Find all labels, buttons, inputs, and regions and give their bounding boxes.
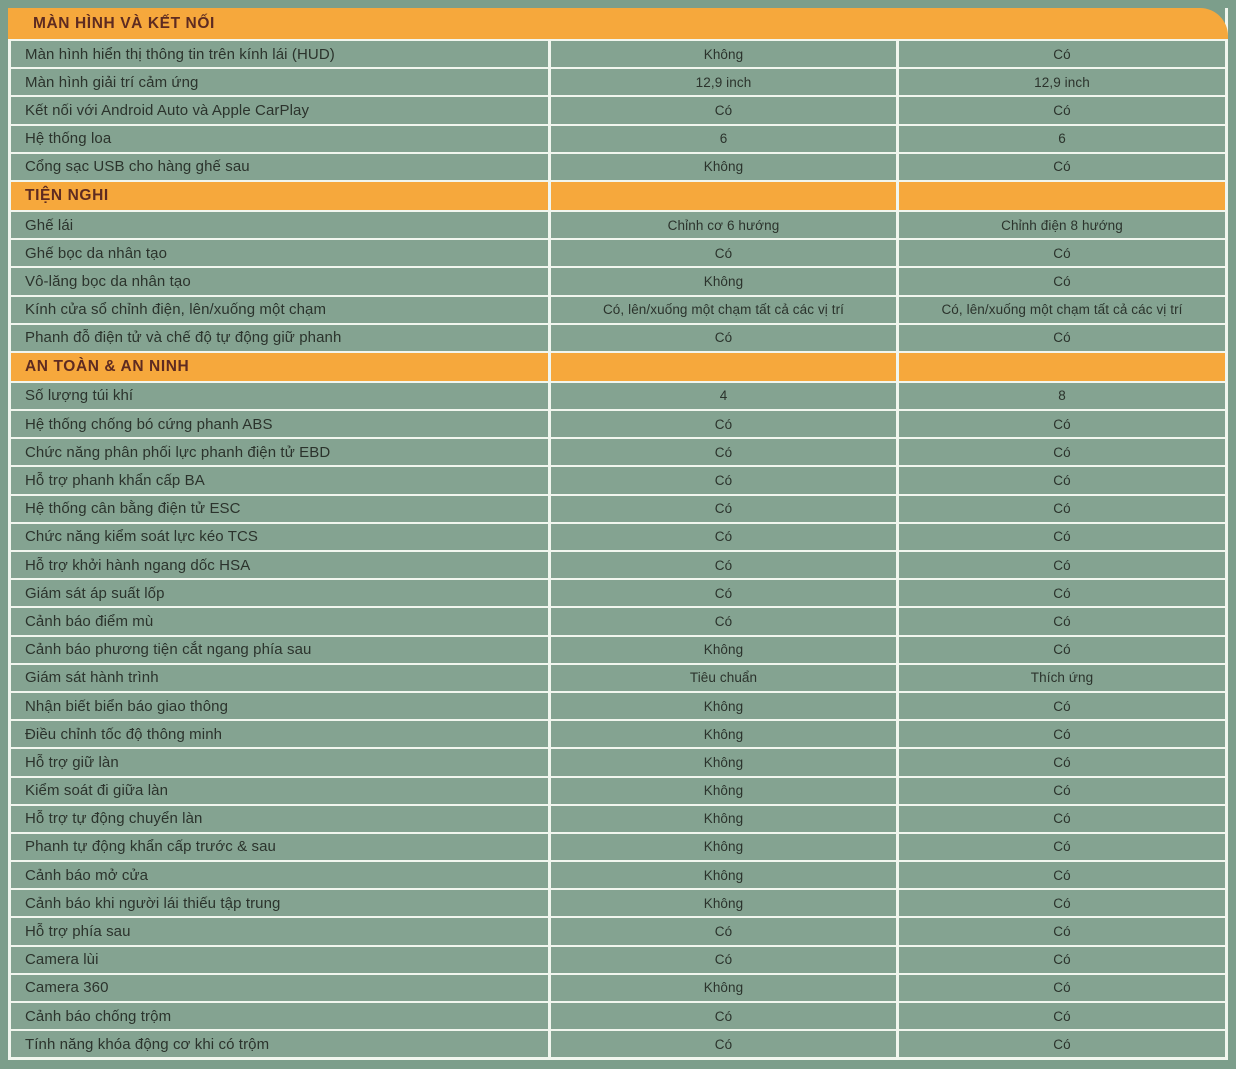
variant-2-value: Thích ứng xyxy=(899,665,1225,691)
variant-2-value: 8 xyxy=(899,383,1225,409)
variant-1-value: Có xyxy=(551,1003,896,1029)
section-spacer-cell xyxy=(899,353,1225,381)
feature-label: Giám sát áp suất lốp xyxy=(11,580,548,606)
variant-1-value: Có xyxy=(551,947,896,973)
variant-2-value: Có xyxy=(899,862,1225,888)
variant-1-value: Không xyxy=(551,637,896,663)
variant-2-value: Có xyxy=(899,975,1225,1001)
feature-label: Ghế bọc da nhân tạo xyxy=(11,240,548,266)
feature-label: Kết nối với Android Auto và Apple CarPlay xyxy=(11,97,548,123)
feature-label: Camera 360 xyxy=(11,975,548,1001)
variant-1-value: Không xyxy=(551,975,896,1001)
feature-row xyxy=(11,124,1225,152)
feature-label: Cảnh báo mở cửa xyxy=(11,862,548,888)
variant-1-value: Có xyxy=(551,439,896,465)
variant-2-value: Có xyxy=(899,918,1225,944)
feature-label: Hệ thống loa xyxy=(11,126,548,152)
feature-row xyxy=(11,550,1225,578)
variant-2-value: Có xyxy=(899,467,1225,493)
feature-row xyxy=(11,266,1225,294)
feature-row xyxy=(11,295,1225,323)
variant-2-value: Có xyxy=(899,439,1225,465)
feature-label: Phanh tự động khẩn cấp trước & sau xyxy=(11,834,548,860)
section-title-cell xyxy=(11,182,548,210)
feature-label: Cảnh báo điểm mù xyxy=(11,608,548,634)
feature-row xyxy=(11,635,1225,663)
feature-label: Tính năng khóa động cơ khi có trộm xyxy=(11,1031,548,1057)
feature-label: Kính cửa sổ chỉnh điện, lên/xuống một chạm xyxy=(11,297,548,323)
feature-row xyxy=(11,916,1225,944)
feature-label: Nhận biết biển báo giao thông xyxy=(11,693,548,719)
feature-row xyxy=(11,210,1225,238)
variant-1-value: Không xyxy=(551,834,896,860)
variant-2-value: Có xyxy=(899,834,1225,860)
feature-row xyxy=(11,238,1225,266)
section-header-row xyxy=(11,180,1225,210)
variant-2-value: Có xyxy=(899,806,1225,832)
variant-2-value: Có, lên/xuống một chạm tất cả các vị trí xyxy=(899,297,1225,323)
feature-row xyxy=(11,494,1225,522)
feature-label: Cảnh báo phương tiện cắt ngang phía sau xyxy=(11,637,548,663)
variant-2-value: Có xyxy=(899,778,1225,804)
feature-label: Hỗ trợ giữ làn xyxy=(11,749,548,775)
variant-2-value: Có xyxy=(899,325,1225,351)
variant-1-value: Có xyxy=(551,1031,896,1057)
feature-label: Cảnh báo khi người lái thiếu tập trung xyxy=(11,890,548,916)
feature-row xyxy=(11,39,1225,67)
feature-row xyxy=(11,409,1225,437)
feature-row xyxy=(11,663,1225,691)
feature-label: Hệ thống cân bằng điện tử ESC xyxy=(11,496,548,522)
feature-row xyxy=(11,945,1225,973)
variant-1-value: 4 xyxy=(551,383,896,409)
variant-1-value: Không xyxy=(551,721,896,747)
feature-row xyxy=(11,832,1225,860)
feature-label: Chức năng phân phối lực phanh điện tử EBD xyxy=(11,439,548,465)
feature-label: Ghế lái xyxy=(11,212,548,238)
feature-row xyxy=(11,888,1225,916)
feature-row xyxy=(11,578,1225,606)
variant-2-value: Có xyxy=(899,268,1225,294)
feature-row xyxy=(11,804,1225,832)
feature-label: Giám sát hành trình xyxy=(11,665,548,691)
variant-2-value: Chỉnh điện 8 hướng xyxy=(899,212,1225,238)
variant-1-value: 6 xyxy=(551,126,896,152)
feature-row xyxy=(11,465,1225,493)
section-spacer-cell xyxy=(899,182,1225,210)
variant-1-value: Có xyxy=(551,580,896,606)
variant-2-value: Có xyxy=(899,97,1225,123)
feature-row xyxy=(11,522,1225,550)
variant-2-value: Có xyxy=(899,1003,1225,1029)
variant-2-value: Có xyxy=(899,693,1225,719)
variant-1-value: Không xyxy=(551,693,896,719)
variant-2-value: 6 xyxy=(899,126,1225,152)
variant-2-value: Có xyxy=(899,552,1225,578)
feature-label: Cổng sạc USB cho hàng ghế sau xyxy=(11,154,548,180)
variant-1-value: Không xyxy=(551,778,896,804)
feature-label: Màn hình hiển thị thông tin trên kính lái (HUD) xyxy=(11,41,548,67)
variant-1-value: Không xyxy=(551,749,896,775)
variant-1-value: Có xyxy=(551,524,896,550)
variant-1-value: Không xyxy=(551,862,896,888)
feature-label: Số lượng túi khí xyxy=(11,383,548,409)
variant-1-value: Không xyxy=(551,154,896,180)
feature-row xyxy=(11,152,1225,180)
variant-1-value: Có xyxy=(551,240,896,266)
feature-label: Hỗ trợ phanh khẩn cấp BA xyxy=(11,467,548,493)
variant-2-value: 12,9 inch xyxy=(899,69,1225,95)
variant-1-value: Có xyxy=(551,552,896,578)
feature-label: Hỗ trợ tự động chuyển làn xyxy=(11,806,548,832)
feature-label: Cảnh báo chống trộm xyxy=(11,1003,548,1029)
section-title-cell xyxy=(11,353,548,381)
variant-1-value: Có xyxy=(551,918,896,944)
section-spacer-cell xyxy=(551,353,896,381)
variant-2-value: Có xyxy=(899,749,1225,775)
feature-label: Hỗ trợ khởi hành ngang dốc HSA xyxy=(11,552,548,578)
variant-1-value: Không xyxy=(551,890,896,916)
feature-row xyxy=(11,860,1225,888)
feature-row xyxy=(11,1001,1225,1029)
feature-row xyxy=(11,691,1225,719)
variant-2-value: Có xyxy=(899,580,1225,606)
variant-2-value: Có xyxy=(899,41,1225,67)
feature-row xyxy=(11,719,1225,747)
variant-1-value: Chỉnh cơ 6 hướng xyxy=(551,212,896,238)
section-title: MÀN HÌNH VÀ KẾT NỐI xyxy=(33,14,215,32)
feature-label: Hỗ trợ phía sau xyxy=(11,918,548,944)
variant-1-value: Có xyxy=(551,496,896,522)
variant-1-value: Không xyxy=(551,41,896,67)
variant-2-value: Có xyxy=(899,496,1225,522)
feature-label: Điều chỉnh tốc độ thông minh xyxy=(11,721,548,747)
variant-1-value: Tiêu chuẩn xyxy=(551,665,896,691)
feature-label: Phanh đỗ điện tử và chế độ tự động giữ phanh xyxy=(11,325,548,351)
feature-label: Vô-lăng bọc da nhân tạo xyxy=(11,268,548,294)
variant-1-value: Có xyxy=(551,325,896,351)
feature-row xyxy=(11,381,1225,409)
feature-row xyxy=(11,95,1225,123)
feature-row xyxy=(11,606,1225,634)
section-title: AN TOÀN & AN NINH xyxy=(25,357,190,375)
variant-1-value: Có xyxy=(551,411,896,437)
feature-label: Màn hình giải trí cảm ứng xyxy=(11,69,548,95)
feature-row xyxy=(11,1029,1225,1057)
variant-2-value: Có xyxy=(899,411,1225,437)
feature-row xyxy=(11,323,1225,351)
variant-1-value: 12,9 inch xyxy=(551,69,896,95)
section-banner xyxy=(8,8,1228,39)
variant-1-value: Có xyxy=(551,467,896,493)
variant-2-value: Có xyxy=(899,240,1225,266)
variant-2-value: Có xyxy=(899,608,1225,634)
feature-label: Kiểm soát đi giữa làn xyxy=(11,778,548,804)
section-spacer-cell xyxy=(551,182,896,210)
variant-2-value: Có xyxy=(899,154,1225,180)
variant-1-value: Có xyxy=(551,97,896,123)
variant-1-value: Có, lên/xuống một chạm tất cả các vị trí xyxy=(551,297,896,323)
feature-row xyxy=(11,437,1225,465)
variant-2-value: Có xyxy=(899,524,1225,550)
variant-2-value: Có xyxy=(899,721,1225,747)
feature-row xyxy=(11,67,1225,95)
variant-2-value: Có xyxy=(899,637,1225,663)
spec-comparison-table xyxy=(8,8,1228,1060)
feature-label: Hệ thống chống bó cứng phanh ABS xyxy=(11,411,548,437)
feature-row xyxy=(11,973,1225,1001)
variant-2-value: Có xyxy=(899,890,1225,916)
section-title: TIỆN NGHI xyxy=(25,186,109,204)
variant-1-value: Có xyxy=(551,608,896,634)
variant-2-value: Có xyxy=(899,947,1225,973)
variant-2-value: Có xyxy=(899,1031,1225,1057)
feature-row xyxy=(11,776,1225,804)
variant-1-value: Không xyxy=(551,806,896,832)
feature-label: Chức năng kiểm soát lực kéo TCS xyxy=(11,524,548,550)
feature-row xyxy=(11,747,1225,775)
section-header-row xyxy=(11,351,1225,381)
variant-1-value: Không xyxy=(551,268,896,294)
feature-label: Camera lùi xyxy=(11,947,548,973)
